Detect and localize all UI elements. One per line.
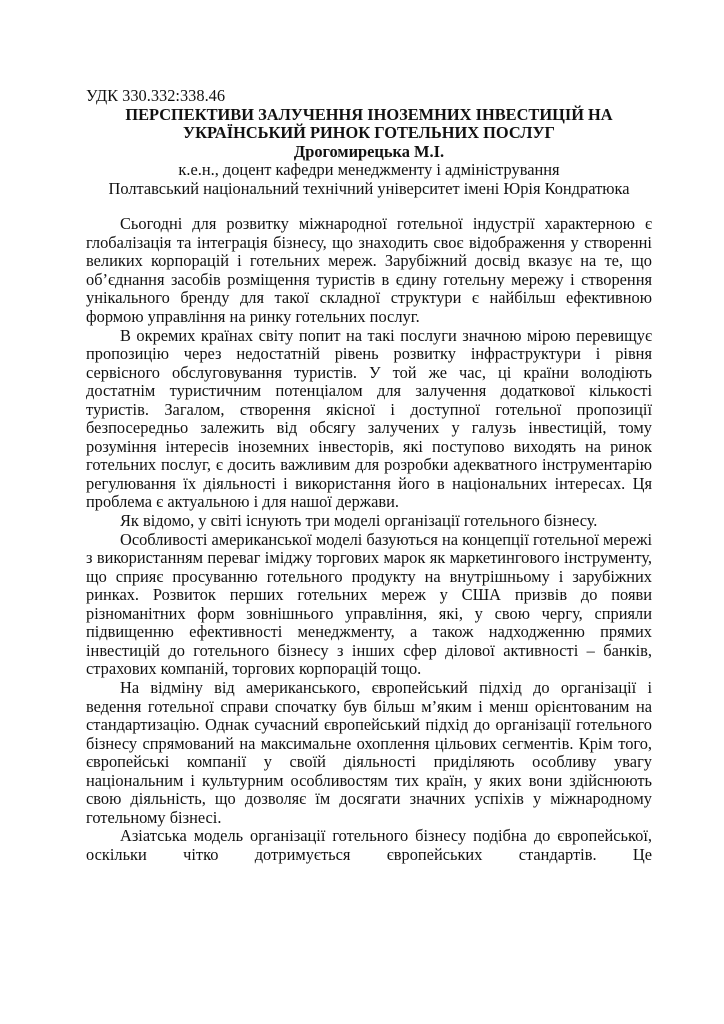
paragraph-4: Особливості американської моделі базуються на концепції готельної мережі з використанням переваг іміджу торгових марок як маркетингового інструменту, що сприяє просуванню готельного продукту на внутрішньому і зарубіжних ринках. Розвиток перших готельних мереж у США призвів до появи різноманітних форм зовнішнього управління, які, у свою чергу, сприяли підвищенню ефективності менеджменту, а також надходженню прямих інвестицій до готельного бізнесу з інших сфер ділової активності – банків, страхових компаній, торгових корпорацій тощо.	[86, 529, 652, 679]
author-affiliation: Полтавський національний технічний університет імені Юрія Кондратюка	[108, 178, 630, 198]
paragraph-1: Сьогодні для розвитку міжнародної готельної індустрії характерною є глобалізація та інтеграція бізнесу, що знаходить своє відображення у створенні великих корпорацій і готельних мереж. Зарубіжний досвід вказує на те, що об’єднання засобів розміщення туристів в єдину готельну мережу і створення унікального бренду для такої складної структури є найбільш ефективною формою управління на ринку готельних послуг.	[86, 214, 652, 327]
author-name: Дрогомирецька М.І.	[293, 141, 445, 161]
title-line-2: УКРАЇНСЬКИЙ РИНОК ГОТЕЛЬНИХ ПОСЛУГ	[183, 123, 555, 143]
document-page	[86, 87, 652, 864]
article-title	[86, 106, 652, 143]
author-position: к.е.н., доцент кафедри менеджменту і адміністрування	[178, 160, 560, 180]
paragraph-5: На відміну від американського, європейський підхід до організації і ведення готельної справи спочатку був більш м’яким і менш орієнтованим на стандартизацію. Однак сучасний європейський підхід до організації готельного бізнесу спрямований на максимальне охоплення цільових сегментів. Крім того, європейські компанії у своїй діяльності приділяють особливу увагу національним і культурним особливостям тих країн, у яких вони здійснюють свою діяльність, що дозволяє їм досягати значних успіхів у міжнародному готельному бізнесі.	[86, 677, 652, 827]
article-body	[86, 215, 652, 864]
paragraph-2: В окремих країнах світу попит на такі послуги значною мірою перевищує пропозицію через недостатній рівень розвитку інфраструктури і рівня сервісного обслуговування туристів. У той же час, ці країни володіють достатнім туристичним потенціалом для залучення додаткової кількості туристів. Загалом, створення якісної і доступної готельної пропозиції безпосередньо залежить від обсягу залучених у галузь інвестицій, тому розуміння інтересів іноземних інвесторів, які поступово виходять на ринок готельних послуг, є досить важливим для розробки адекватного інструментарію регулювання їх діяльності і використання його в національних інтересах. Ця проблема є актуальною і для нашої держави.	[86, 325, 652, 512]
paragraph-3: Як відомо, у світі існують три моделі організації готельного бізнесу.	[120, 511, 598, 531]
title-line-1: ПЕРСПЕКТИВИ ЗАЛУЧЕННЯ ІНОЗЕМНИХ ІНВЕСТИЦІЙ НА	[125, 104, 613, 124]
paragraph-6: Азіатська модель організації готельного бізнесу подібна до європейської, оскільки чітко дотримується європейських стандартів. Це	[86, 826, 652, 864]
udk-code: УДК 330.332:338.46	[86, 86, 226, 105]
